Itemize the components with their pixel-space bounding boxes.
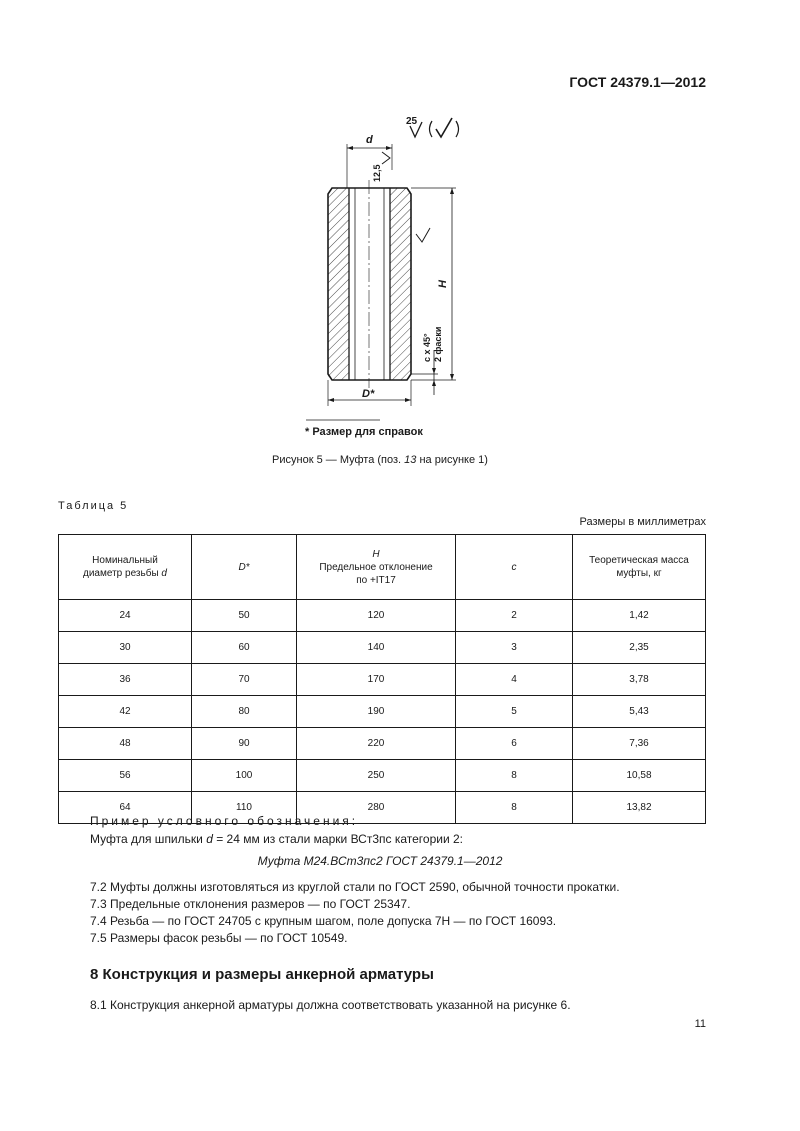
table-cell: 110 [192, 792, 297, 824]
table-row [59, 664, 706, 696]
table-cell: 90 [192, 728, 297, 760]
table-cell: 5 [456, 696, 573, 728]
header-chamfer: c [456, 535, 573, 600]
table-cell: 3,78 [573, 664, 706, 696]
table-cell: 6 [456, 728, 573, 760]
table-cell: 190 [297, 696, 456, 728]
table-cell: 2,35 [573, 632, 706, 664]
table-cell: 36 [59, 664, 192, 696]
dim-d-label: d [366, 134, 373, 146]
table-cell: 24 [59, 600, 192, 632]
table-cell: 70 [192, 664, 297, 696]
table-cell: 56 [59, 760, 192, 792]
table-cell: 8 [456, 760, 573, 792]
table-cell: 64 [59, 792, 192, 824]
paragraph-7-5: 7.5 Размеры фасок резьбы — по ГОСТ 10549. [90, 931, 348, 945]
dim-H-label: H [437, 280, 449, 288]
paragraph-8-1: 8.1 Конструкция анкерной арматуры должна соответствовать указанной на рисунке 6. [90, 998, 571, 1012]
dim-chamfer-count: 2 фаски [433, 326, 443, 362]
example-designation: Муфта М24.ВСт3пс2 ГОСТ 24379.1—2012 [257, 854, 503, 868]
header-height: H Предельное отклонение по +IT17 [297, 535, 456, 600]
table-row [59, 728, 706, 760]
table-cell: 280 [297, 792, 456, 824]
table-cell: 3 [456, 632, 573, 664]
figure-footnote: * Размер для справок [305, 426, 423, 438]
dim-chamfer-label: c x 45° [422, 333, 432, 362]
coupling-section [328, 180, 411, 388]
table-row [59, 760, 706, 792]
table-cell: 13,82 [573, 792, 706, 824]
roughness-symbol-icon [406, 116, 459, 137]
table-header-row [59, 535, 706, 600]
table-cell: 250 [297, 760, 456, 792]
caption-suffix: на рисунке 1) [416, 454, 488, 466]
table-cell: 100 [192, 760, 297, 792]
caption-ref: 13 [404, 454, 417, 466]
paragraph-7-4: 7.4 Резьба — по ГОСТ 24705 с крупным шагом, поле допуска 7Н — по ГОСТ 16093. [90, 914, 557, 928]
figure-caption [0, 454, 760, 466]
table-label: Таблица 5 [58, 500, 129, 512]
paragraph-7-3: 7.3 Предельные отклонения размеров — по ГОСТ 25347. [90, 897, 411, 911]
table-cell: 80 [192, 696, 297, 728]
table-row [59, 632, 706, 664]
table-cell: 220 [297, 728, 456, 760]
table-cell: 30 [59, 632, 192, 664]
dimensions-table [58, 534, 706, 824]
table-cell: 8 [456, 792, 573, 824]
table-row [59, 696, 706, 728]
table-cell: 1,42 [573, 600, 706, 632]
table-cell: 10,58 [573, 760, 706, 792]
coupling-drawing [280, 110, 480, 425]
roughness-side-value: 12,5 [372, 164, 382, 182]
table-cell: 140 [297, 632, 456, 664]
table-row [59, 600, 706, 632]
section-heading: 8 Конструкция и размеры анкерной арматуры [90, 966, 434, 983]
header-nominal-diameter: Номинальный диаметр резьбы d [59, 535, 192, 600]
table-cell: 2 [456, 600, 573, 632]
table-cell: 60 [192, 632, 297, 664]
table-cell: 42 [59, 696, 192, 728]
header-mass: Теоретическая масса муфты, кг [573, 535, 706, 600]
table-cell: 4 [456, 664, 573, 696]
table-cell: 120 [297, 600, 456, 632]
header-outer-diameter: D* [192, 535, 297, 600]
roughness-top-value: 25 [406, 116, 418, 127]
table-cell: 5,43 [573, 696, 706, 728]
table-cell: 50 [192, 600, 297, 632]
table-cell: 7,36 [573, 728, 706, 760]
table-cell: 170 [297, 664, 456, 696]
dim-D-label: D* [362, 388, 375, 400]
example-description: Муфта для шпильки d = 24 мм из стали марки ВСт3пс категории 2: [90, 832, 464, 846]
document-header: ГОСТ 24379.1—2012 [569, 74, 706, 90]
paragraph-7-2: 7.2 Муфты должны изготовляться из круглой стали по ГОСТ 2590, обычной точности прокатки. [90, 880, 620, 894]
example-label: Пример условного обозначения: [90, 814, 359, 828]
page-number: 11 [694, 1018, 706, 1030]
table-cell: 48 [59, 728, 192, 760]
caption-prefix: Рисунок 5 — Муфта (поз. [272, 454, 405, 466]
table-units: Размеры в миллиметрах [579, 516, 706, 528]
